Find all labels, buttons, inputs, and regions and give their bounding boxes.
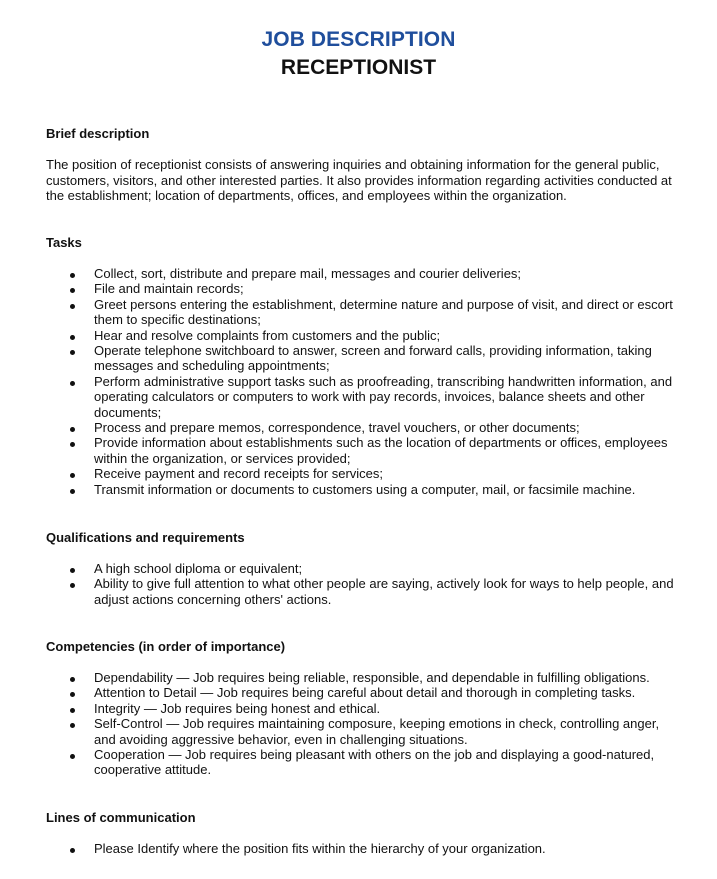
list-item-text: Greet persons entering the establishment, determine nature and purpose of visit, and direct or escort them to specific destinations;: [94, 296, 673, 328]
bullet-icon: [70, 848, 75, 853]
section-heading: Qualifications and requirements: [46, 530, 245, 545]
bullet-icon: [70, 583, 75, 588]
list-item-text: Self-Control — Job requires maintaining composure, keeping emotions in check, controlling anger, and avoiding aggressive behavior, even in challenging situations.: [94, 716, 660, 747]
bullet-icon: [70, 350, 75, 355]
list-item-text: Dependability — Job requires being reliable, responsible, and dependable in fulfilling obligations.: [94, 670, 650, 685]
list-item-text: Integrity — Job requires being honest and ethical.: [94, 700, 381, 716]
bullet-icon: [70, 273, 75, 278]
bullet-icon: [70, 442, 75, 447]
bullet-icon: [70, 304, 75, 309]
list-item-text: Receive payment and record receipts for services;: [94, 466, 384, 482]
list-item: [46, 482, 676, 497]
list-item: [46, 374, 676, 420]
list-item-text: Perform administrative support tasks such as proofreading, transcribing handwritten information, and operating calculators or computers to work with pay records, invoices, balance sheets and other documents;: [94, 373, 673, 420]
section-heading: Lines of communication: [46, 810, 196, 825]
section-heading: Competencies (in order of importance): [46, 639, 286, 654]
list-item: [46, 297, 676, 328]
list-item: [46, 328, 676, 343]
list-item: [46, 670, 676, 685]
bullet-icon: [70, 568, 75, 573]
list-item-text: Operate telephone switchboard to answer, screen and forward calls, providing information, taking messages and scheduling appointments;: [94, 343, 652, 374]
list-item: [46, 841, 676, 856]
communication-list: [46, 841, 676, 856]
list-item-text: Attention to Detail — Job requires being careful about detail and thorough in completing tasks.: [94, 685, 636, 701]
section-qualifications: [46, 530, 676, 607]
brief-description-text: The position of receptionist consists of answering inquiries and obtaining information for the general public, customers, visitors, and other interested parties. It also provides information regarding activities conducted at the establishment; location of departments, offices, and employees within the organization.: [46, 157, 672, 203]
bullet-icon: [70, 692, 75, 697]
competencies-list: [46, 670, 676, 778]
list-item: [46, 343, 676, 374]
section-heading: Tasks: [46, 235, 82, 250]
list-item-text: Transmit information or documents to customers using a computer, mail, or facsimile machine.: [94, 481, 636, 497]
document-subtitle: RECEPTIONIST: [280, 56, 437, 79]
list-item: [46, 266, 676, 281]
list-item: [46, 466, 676, 481]
bullet-icon: [70, 427, 75, 432]
list-item-text: Hear and resolve complaints from customers and the public;: [94, 327, 441, 343]
list-item-text: Process and prepare memos, correspondence, travel vouchers, or other documents;: [94, 420, 580, 436]
list-item: [46, 561, 676, 576]
bullet-icon: [70, 489, 75, 494]
list-item-text: Cooperation — Job requires being pleasant with others on the job and displaying a good-natured, cooperative attitude.: [94, 747, 655, 778]
list-item-text: File and maintain records;: [94, 281, 244, 297]
list-item-text: Collect, sort, distribute and prepare mail, messages and courier deliveries;: [94, 266, 522, 281]
document-title: JOB DESCRIPTION: [261, 28, 456, 51]
list-item-text: A high school diploma or equivalent;: [94, 561, 303, 576]
list-item: [46, 716, 676, 747]
section-lines-of-communication: [46, 810, 676, 856]
bullet-icon: [70, 677, 75, 682]
section-heading: Brief description: [46, 126, 150, 141]
bullet-icon: [70, 473, 75, 478]
list-item-text: Please Identify where the position fits within the hierarchy of your organization.: [94, 841, 546, 856]
list-item: [46, 701, 676, 716]
bullet-icon: [70, 708, 75, 713]
section-brief-description: [46, 126, 676, 204]
list-item-text: Provide information about establishments such as the location of departments or offices, employees within the organization, or services provided;: [94, 435, 668, 466]
qualifications-list: [46, 561, 676, 607]
list-item: [46, 420, 676, 435]
list-item: [46, 281, 676, 296]
bullet-icon: [70, 723, 75, 728]
bullet-icon: [70, 335, 75, 340]
section-tasks: [46, 235, 676, 497]
list-item: [46, 747, 676, 778]
bullet-icon: [70, 754, 75, 759]
list-item: [46, 576, 676, 607]
list-item-text: Ability to give full attention to what other people are saying, actively look for ways to help people, and adjust actions concerning others' actions.: [94, 576, 674, 607]
bullet-icon: [70, 288, 75, 293]
list-item: [46, 435, 676, 466]
list-item: [46, 685, 676, 700]
tasks-list: [46, 266, 676, 497]
bullet-icon: [70, 381, 75, 386]
section-competencies: [46, 639, 676, 778]
